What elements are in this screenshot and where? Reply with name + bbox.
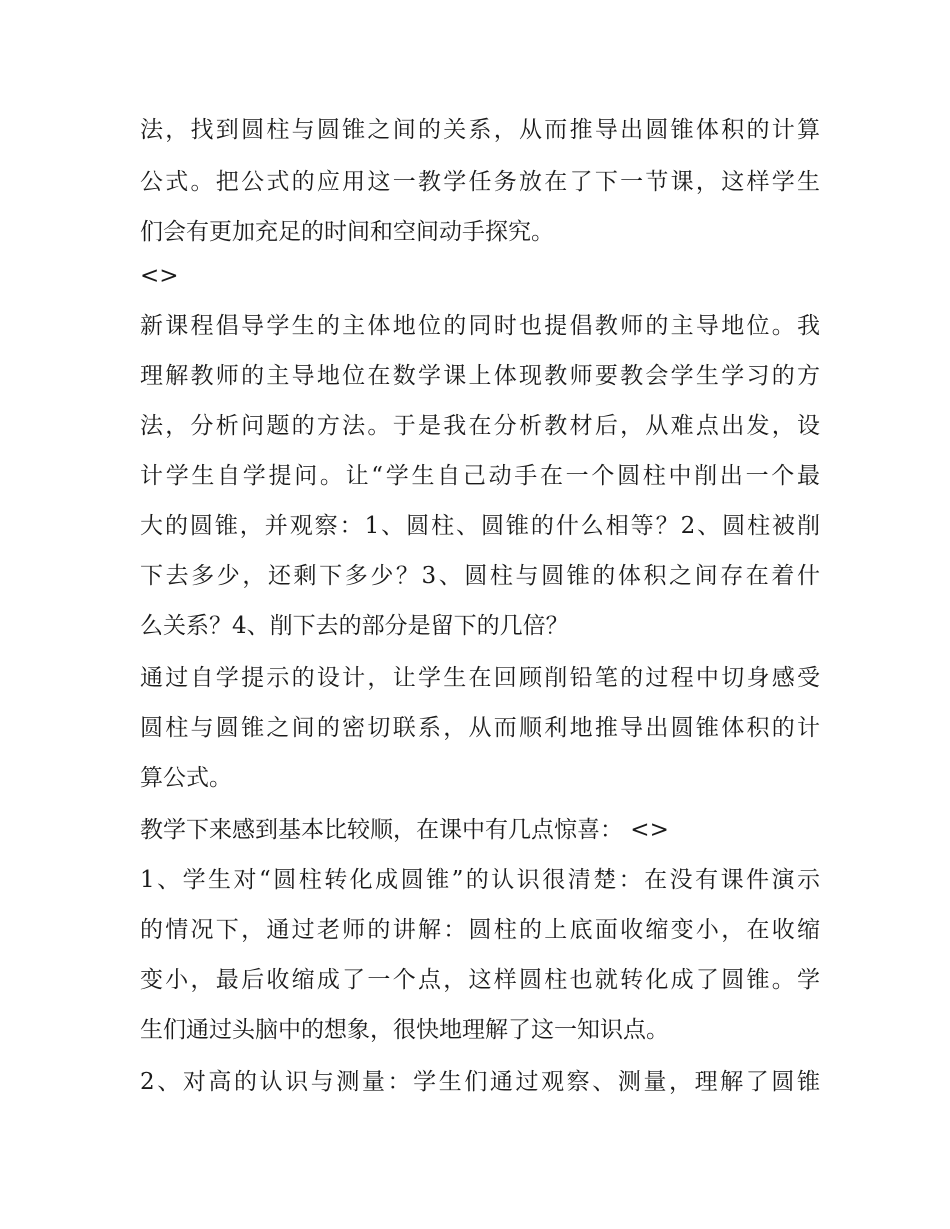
text-line-8: 计学生自学提问。让“学生自己动手在一个圆柱中削出一个最 — [140, 463, 820, 489]
text-line-7: 法，分析问题的方法。于是我在分析教材后，从难点出发，设 — [140, 413, 820, 439]
text-line-19: 生们通过头脑中的想象，很快地理解了这一知识点。 — [140, 1017, 669, 1043]
text-line-15: 教学下来感到基本比较顺，在课中有几点惊喜： <> — [140, 817, 669, 843]
text-line-14: 算公式。 — [140, 765, 232, 791]
text-line-11: 么关系？4、削下去的部分是留下的几倍？ — [140, 613, 569, 639]
text-line-1: 法，找到圆柱与圆锥之间的关系，从而推导出圆锥体积的计算 — [140, 117, 820, 143]
text-line-10: 下去多少，还剩下多少？3、圆柱与圆锥的体积之间存在着什 — [140, 563, 820, 589]
text-line-4: <> — [140, 263, 179, 289]
text-line-20: 2、对高的认识与测量：学生们通过观察、测量，理解了圆锥 — [140, 1069, 820, 1095]
text-line-16: 1、学生对“圆柱转化成圆锥”的认识很清楚：在没有课件演示 — [140, 867, 820, 893]
text-line-2: 公式。把公式的应用这一教学任务放在了下一节课，这样学生 — [140, 169, 820, 195]
text-line-3: 们会有更加充足的时间和空间动手探究。 — [140, 219, 554, 245]
text-line-5: 新课程倡导学生的主体地位的同时也提倡教师的主导地位。我 — [140, 313, 820, 339]
text-line-9: 大的圆锥，并观察：1、圆柱、圆锥的什么相等？2、圆柱被削 — [140, 513, 820, 539]
text-line-13: 圆柱与圆锥之间的密切联系，从而顺利地推导出圆锥体积的计 — [140, 715, 820, 741]
text-line-18: 变小，最后收缩成了一个点，这样圆柱也就转化成了圆锥。学 — [140, 967, 820, 993]
text-line-6: 理解教师的主导地位在数学课上体现教师要教会学生学习的方 — [140, 363, 820, 389]
text-line-12: 通过自学提示的设计，让学生在回顾削铅笔的过程中切身感受 — [140, 665, 820, 691]
text-line-17: 的情况下，通过老师的讲解：圆柱的上底面收缩变小，在收缩 — [140, 917, 820, 943]
